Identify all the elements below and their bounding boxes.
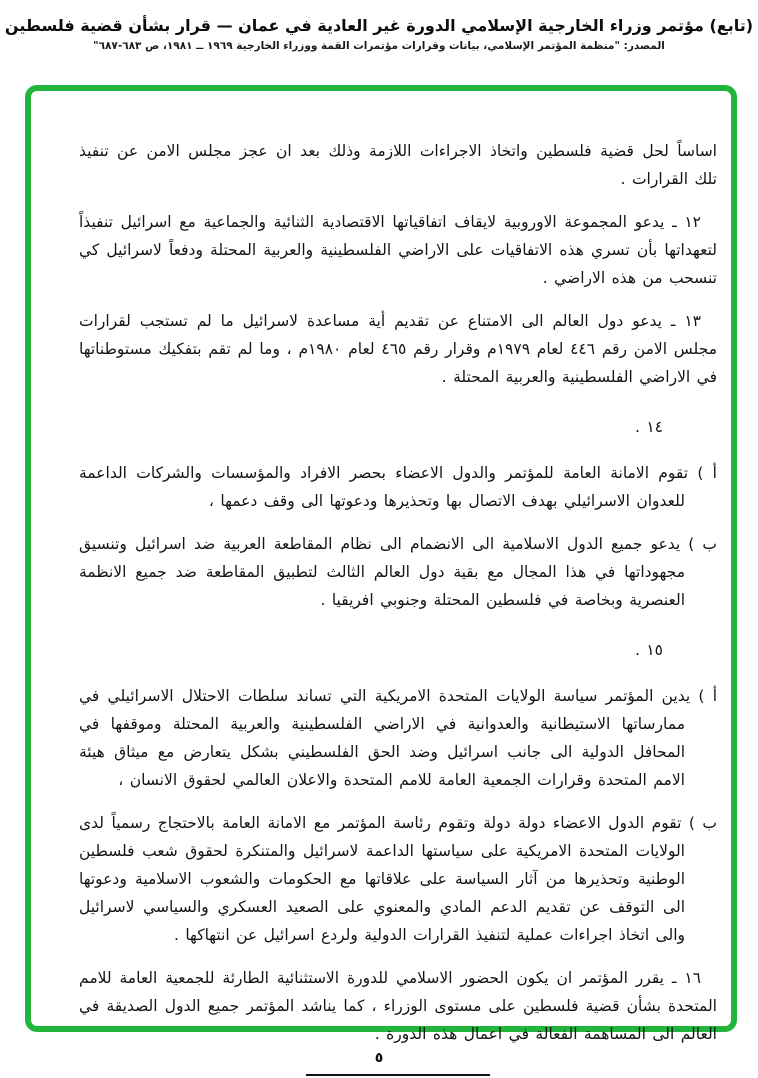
clause-13: ١٣ ـ يدعو دول العالم الى الامتناع عن تقديم أية مساعدة لاسرائيل ما لم تستجب لقرارات مجلس الامن رقم ٤٤٦ لعام ١٩٧٩م وقرار رقم ٤٦٥ لعام ١٩٨٠م ، وما لم تقم بتفكيك مستوطناتها في الاراضي الفلسطينية والعربية المحتلة . [79,312,718,386]
page-number: ٥ [374,1050,384,1066]
clause-12: ١٢ ـ يدعو المجموعة الاوروبية لايقاف اتفاقياتها الاقتصادية الثنائية والجماعية مع اسرائيل تنفيذاً لتعهداتها بأن تسري هذه الاتفاقيات على الاراضي الفلسطينية والعربية المحتلة ودفعاً لاسرائيل كي تنسحب من هذه الاراضي . [79,213,717,287]
green-border-frame [25,85,737,1043]
clause-14-number: ١٤ . [634,418,663,436]
end-divider [306,1074,490,1076]
clause-15-a: أ ) يدين المؤتمر سياسة الولايات المتحدة الامريكية التي تساند سلطات الاحتلال الاسرائيلي في ممارساتها الاستيطانية والعدوانية في الاراضي الفلسطينية والعربية المحتلة وموقفها في المحافل الدولية الى جانب اسرائيل وضد الحق الفلسطيني بشكل يتعارض مع ميثاق هيئة الامم المتحدة وقرارات الجمعية العامة للامم المتحدة والاعلان العالمي لحقوق الانسان ، [79,687,717,789]
source-citation: المصدر: "منظمة المؤتمر الإسلامي، بيانات وقرارات مؤتمرات القمة ووزراء الخارجية ١٩٦٩ ــ ١٩٨١، ص ٦٨٣-٦٨٧" [93,40,665,53]
document-header [0,0,758,52]
clause-16: ١٦ ـ يقرر المؤتمر ان يكون الحضور الاسلامي للدورة الاستثنائية الطارئة للجمعية العامة للامم المتحدة بشأن قضية فلسطين على مستوى الوزراء ، كما يناشد المؤتمر جميع الدول الصديقة في العالم الى المساهمة الفعالة في اعمال هذه الدورة . [79,969,717,1043]
clause-15-b: ب ) تقوم الدول الاعضاء دولة دولة وتقوم رئاسة المؤتمر مع الامانة العامة بالاحتجاج رسمياً لدى الولايات المتحدة الامريكية على سياستها الداعمة لاسرائيل والمتنكرة لحقوق شعب فلسطين الوطنية وتحذيرها من آثار السياسة على علاقاتها مع الحكومات والشعوب الاسلامية ودعوتها الى التوقف عن تقديم الدعم المادي والمعنوي على الصعيد العسكري والسياسي لاسرائيل والى اتخاذ اجراءات عملية لتنفيذ القرارات الدولية ولردع اسرائيل عن انتهاكها . [79,814,717,944]
continuation-intro: اساساً لحل قضية فلسطين واتخاذ الاجراءات اللازمة وذلك بعد ان عجز مجلس الامن عن تنفيذ تلك القرارات . [79,142,717,188]
clause-14-b: ب ) يدعو جميع الدول الاسلامية الى الانضمام الى نظام المقاطعة العربية ضد اسرائيل وتنسيق مجهوداتها في هذا المجال مع بقية دول العالم الثالث لتطبيق المقاطعة ضد جميع الانظمة العنصرية وبخاصة في فلسطين المحتلة وجنوبي افريقيا . [79,535,717,609]
clause-15-number: ١٥ . [634,641,663,659]
clause-14-a: أ ) تقوم الامانة العامة للمؤتمر والدول الاعضاء بحصر الافراد والمؤسسات والشركات الداعمة للعدوان الاسرائيلي بهدف الاتصال بها وتحذيرها ودعوتها الى وقف دعمها ، [79,464,717,510]
page-title: (تابع) مؤتمر وزراء الخارجية الإسلامي الدورة غير العادية في عمان — قرار بشأن قضية فلسطين [4,16,754,35]
document-body [31,91,731,1076]
